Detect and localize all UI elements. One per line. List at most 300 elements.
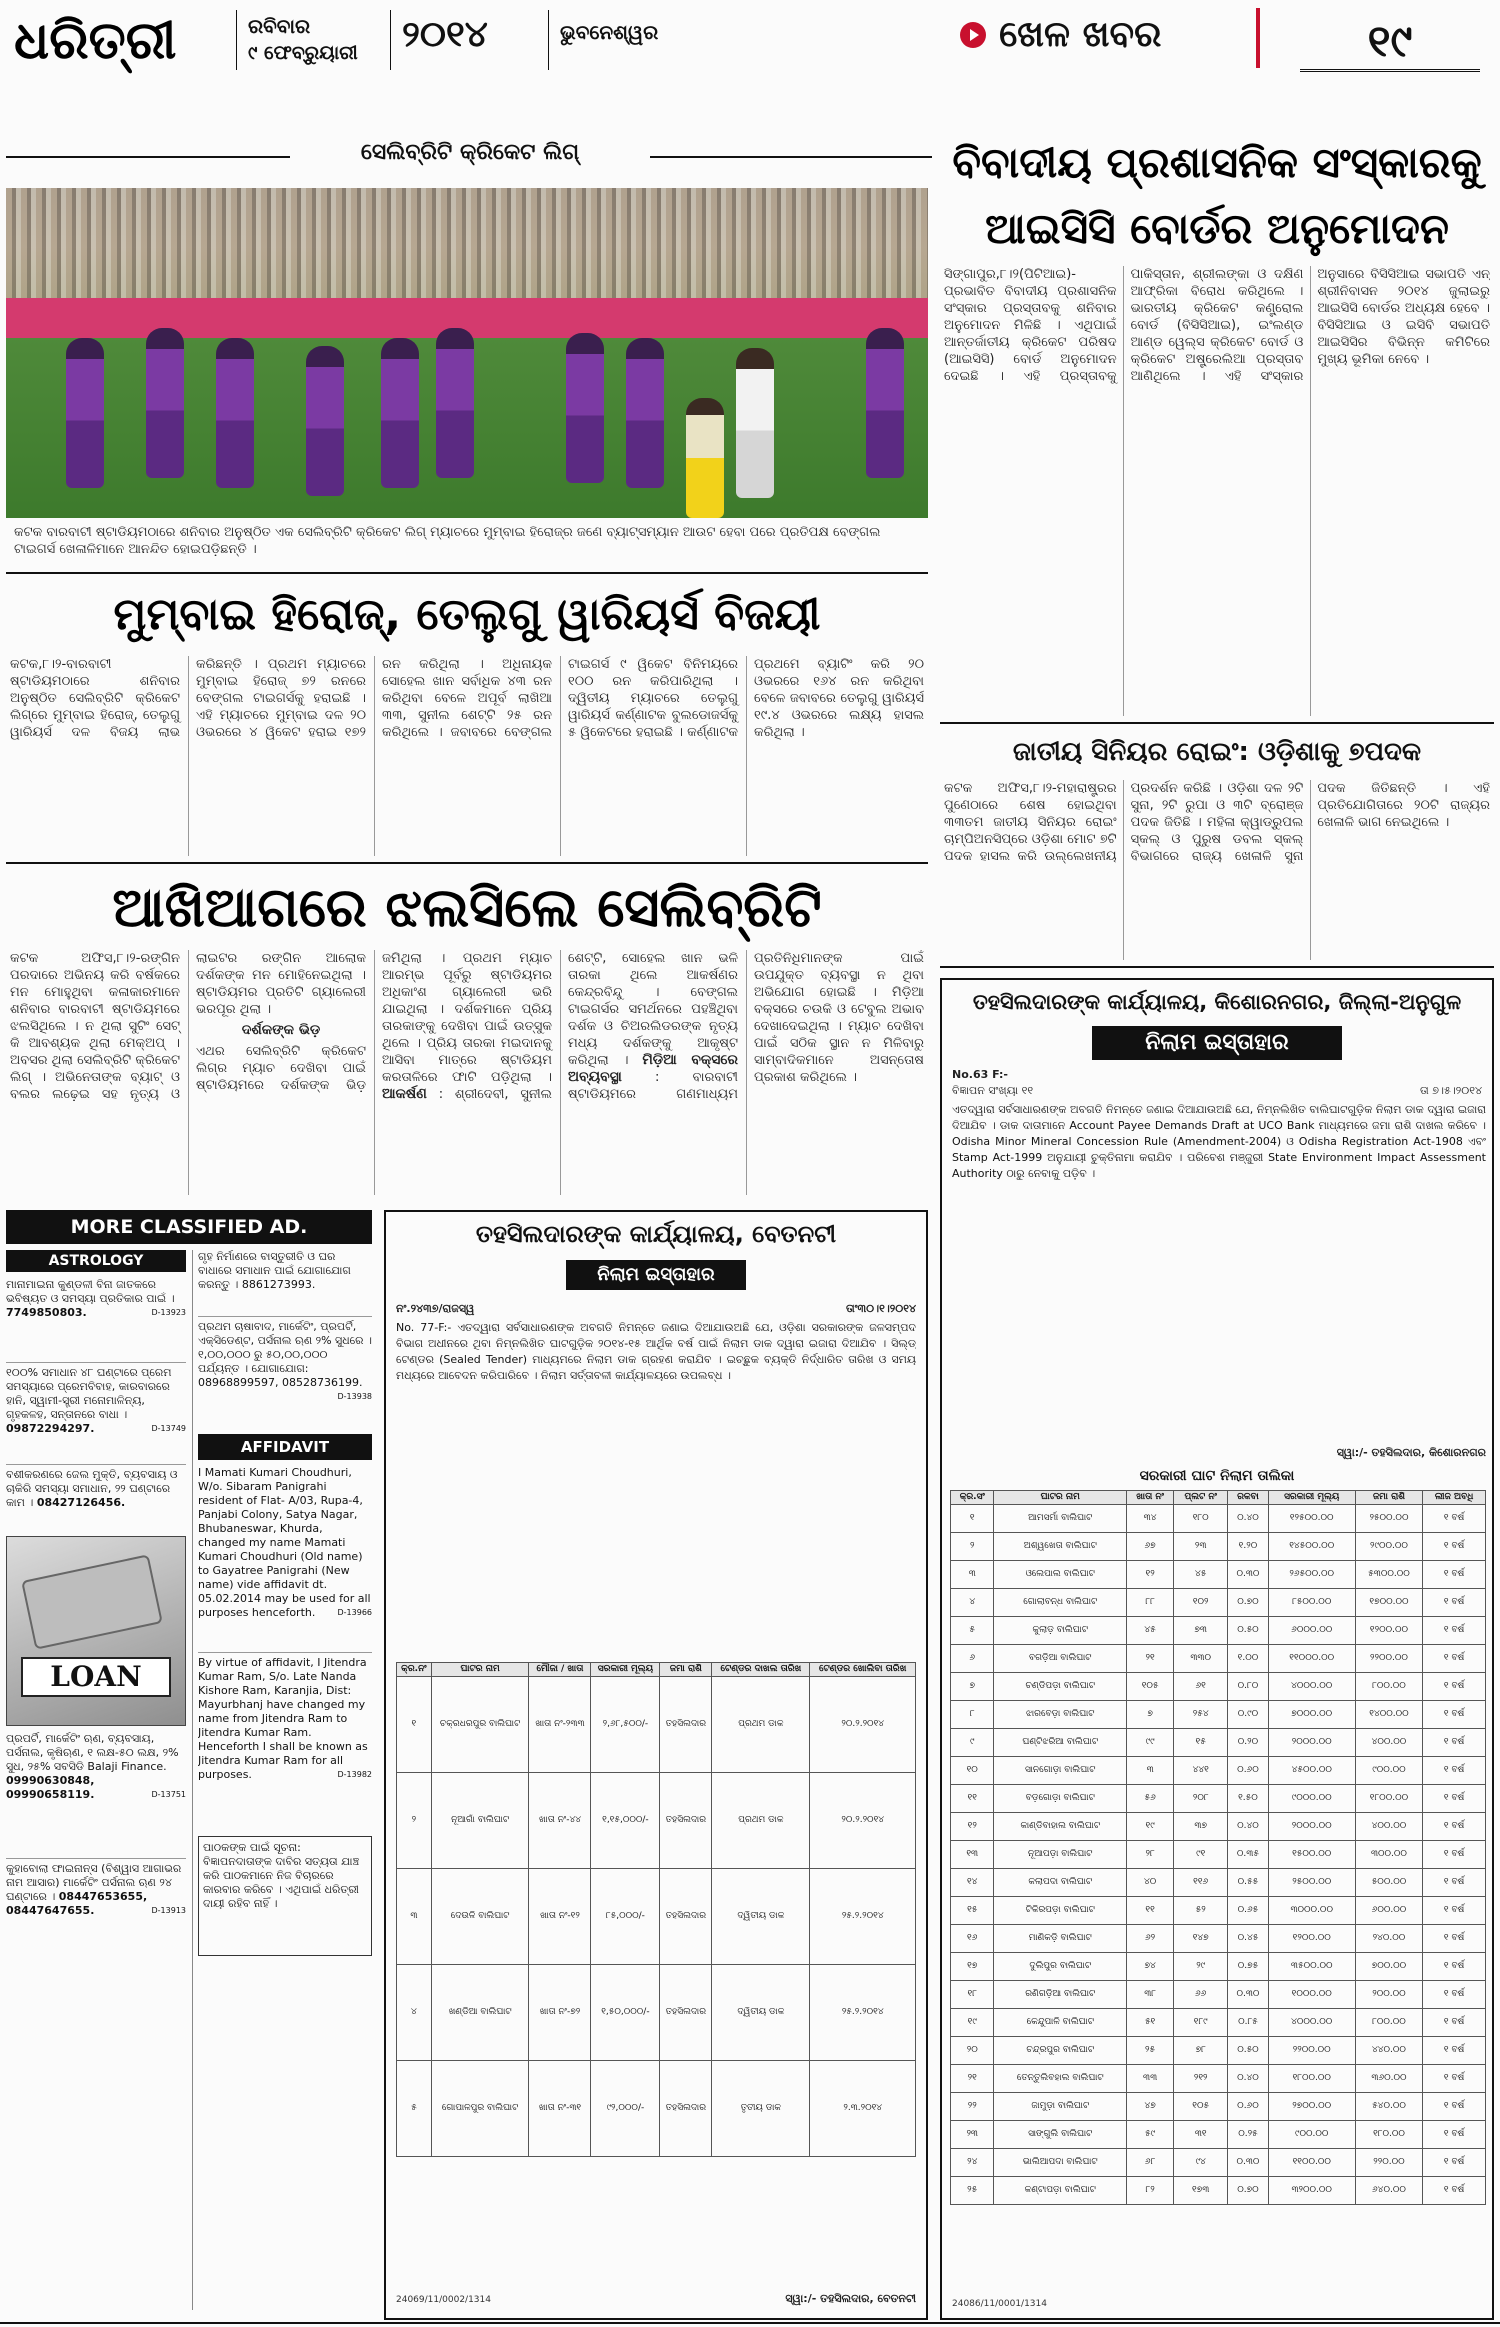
notice-body: No. 77-F:- ଏତଦ୍ୱାରା ସର୍ବସାଧାରଣଙ୍କ ଅବଗତି ନିମନ୍ତେ ଜଣାଇ ଦିଆଯାଉଅଛି ଯେ, ଓଡ଼ିଶା ସରକାରଙ୍କ ଜଳସମ୍ପଦ ବିଭାଗ ଅଧୀନରେ ଥିବା ନିମ୍ନଲିଖିତ ଘାଟଗୁଡ଼ିକ ୨୦୧୪-୧୫ ଆର୍ଥିକ ବର୍ଷ ପାଇଁ ନିଲାମ ଡାକ ଦ୍ୱାରା ଇଜାରା ଦିଆଯିବ । ସିଲ୍‌ଡ୍ ଟେଣ୍ଡର (Sealed Tender) ମାଧ୍ୟମରେ ନିଲାମ ଡାକ ଗ୍ରହଣ କରାଯିବ । ଇଚ୍ଛୁକ ବ୍ୟକ୍ତି ନିର୍ଦ୍ଧାରିତ ତାରିଖ ଓ ସମୟ ମଧ୍ୟରେ ଆବେଦନ କରିପାରିବେ । ନିଲାମ ସର୍ତ୍ତାବଳୀ କାର୍ଯ୍ୟାଳୟରେ ଉପଲବ୍ଧ । — [396, 1321, 916, 1382]
table-cell: ୨୩ — [951, 2121, 994, 2149]
table-cell: ୦.୩୫ — [1228, 1841, 1268, 1869]
table-cell: ୨୫.୨.୨୦୧୪ — [810, 1965, 916, 2061]
masthead — [0, 0, 1500, 90]
table-cell: ୦.୭୦ — [1228, 2177, 1268, 2205]
table-cell: ୧,୫୦,୦୦୦/- — [591, 1965, 660, 2061]
notice2-signature: ସ୍ୱା:/- ତହସିଲଦାର, କିଶୋରନଗର — [1336, 1446, 1486, 1459]
table-cell: ତହସିଲଦାର — [660, 1869, 712, 1965]
table-cell: ୩ — [397, 1869, 432, 1965]
table-cell: ଖଣ୍ଡିଆ ବାଲିଘାଟ — [431, 1965, 529, 2061]
table-cell: ୨,୬୮,୫୦୦/- — [591, 1677, 660, 1773]
table-cell: ୧ — [951, 1505, 994, 1533]
table-cell: ୫୨ — [1174, 1897, 1228, 1925]
table-cell: ୨୦୦୦.୦୦ — [1268, 1813, 1355, 1841]
table-cell: ୬୭ — [1127, 1533, 1174, 1561]
table-cell: ୦.୫୫ — [1228, 1869, 1268, 1897]
table-cell: ୨୩ — [1174, 1533, 1228, 1561]
table-cell: ୨୭୦୦.୦୦ — [1268, 2093, 1355, 2121]
masthead-city: ଭୁବନେଶ୍ୱର — [560, 20, 659, 44]
table-cell: ଓଲେପାଲ ବାଲିଘାଟ — [994, 1561, 1127, 1589]
table-cell: ୫୦୦.୦୦ — [1355, 1869, 1422, 1897]
table-cell: ୩୭ — [1174, 1813, 1228, 1841]
notice-office-title: ତହସିଲଦାରଙ୍କ କାର୍ଯ୍ୟାଳୟ, ବେତନଟୀ — [475, 1220, 837, 1248]
table-header-cell: ରକବା — [1228, 1491, 1268, 1505]
table-row — [951, 1673, 1486, 1701]
table-cell: ୦.୪୦ — [1228, 1505, 1268, 1533]
table-cell: ୫ — [951, 1617, 994, 1645]
table-cell: ଖାତା ନଂ-୪୪ — [529, 1773, 591, 1869]
table-cell: ୧୦୫ — [1174, 2093, 1228, 2121]
table-cell: ୨୫୦୦.୦୦ — [1268, 1869, 1355, 1897]
masthead-day: ରବିବାର — [248, 14, 311, 38]
table-row — [951, 1729, 1486, 1757]
table-cell: ୨୦ — [951, 2037, 994, 2065]
table-cell: ୫୯ — [1127, 2121, 1174, 2149]
table-cell: ୨୦୮ — [1174, 1785, 1228, 1813]
table-cell: ବଗଡ଼ିଆ ବାଲିଘାଟ — [994, 1645, 1127, 1673]
table-cell: ୧୨୦୦.୦୦ — [1355, 1617, 1422, 1645]
table-cell: ୧୨୦୦.୦୦ — [1268, 1925, 1355, 1953]
table-cell: ୫ — [397, 2061, 432, 2157]
table-cell: ୭୦୦୦.୦୦ — [1268, 1701, 1355, 1729]
table-cell: ୧୦ — [951, 1757, 994, 1785]
story2-crowd-text: ଏଥର ସେଲିବ୍ରିଟି କ୍ରିକେଟ ଲିଗ୍‌ର ମ୍ୟାଚ ଦେଖିବା ପାଇଁ ଷ୍ଟାଡିୟମରେ ଦର୍ଶକଙ୍କ ଭିଡ଼ ଜମିଥିଲା । ପ୍ରଥମ ମ୍ୟାଚ ଆରମ୍ଭ ପୂର୍ବରୁ ଷ୍ଟାଡିୟମର ଅଧିକାଂଶ ଗ୍ୟାଲେରୀ ଭରି ଯାଇଥିଲା । ଦର୍ଶକମାନେ ପ୍ରିୟ ତାରକାଙ୍କୁ ଦେଖିବା ପାଇଁ ଉତ୍ସୁକ ଥିଲେ । ପ୍ରିୟ ତାରକା ମଇଦାନକୁ ଆସିବା ମାତ୍ରେ ଷ୍ଟାଡିୟମ କରତାଳିରେ ଫାଟି ପଡ଼ିଥିଲା । — [196, 951, 552, 1093]
affidavit-ad-2-code: D-13982 — [337, 1770, 372, 1779]
table-row — [951, 1505, 1486, 1533]
table-cell: ୧ ବର୍ଷ — [1423, 1897, 1486, 1925]
astro-ad-1-text: ମାନାମାଇନା କୁଣ୍ଡଳୀ ବିନା ଜାତକରେ ଭବିଷ୍ୟତ ଓ ସମସ୍ୟା ପ୍ରତିକାର ପାଇଁ । — [6, 1278, 175, 1305]
astrology-label: ASTROLOGY — [6, 1250, 186, 1272]
astro-ad-1-phone: 7749850803. — [6, 1306, 87, 1319]
table-cell: ୧୭ — [951, 1953, 994, 1981]
table-cell: ୯୨,୦୦୦/- — [591, 2061, 660, 2157]
table-cell: ଖାତା ନଂ-୭୨ — [529, 1965, 591, 2061]
notice2-ref: No.63 F:- — [952, 1068, 1008, 1081]
table-cell: ୨୨୦୦.୦୦ — [1268, 2037, 1355, 2065]
table-cell: ୨୫.୨.୨୦୧୪ — [810, 1869, 916, 1965]
table-cell: ୧.୨୦ — [1228, 1533, 1268, 1561]
table-header-cell: କ୍ର.ସଂ — [951, 1491, 994, 1505]
table-cell: ୧ ବର୍ଷ — [1423, 2009, 1486, 2037]
table-cell: ୯୧ — [1174, 1841, 1228, 1869]
table-cell: ଚନ୍ଦ୍ରପୁର ବାଲିଘାଟ — [994, 2037, 1127, 2065]
table-cell: ୨୫ — [1127, 2037, 1174, 2065]
table-cell: ୧.୦୦ — [1228, 1645, 1268, 1673]
table-cell: ୫୬ — [1127, 1785, 1174, 1813]
table-cell: ସାନଗୋଡ଼ା ବାଲିଘାଟ — [994, 1757, 1127, 1785]
table-cell: ୪୪୦.୦୦ — [1355, 2037, 1422, 2065]
table-cell: ୧୮୯ — [1174, 2009, 1228, 2037]
table-cell: ୦.୫୦ — [1228, 2037, 1268, 2065]
table-cell: ୨୨୦୦.୦୦ — [1355, 1645, 1422, 1673]
table-cell: ୦.୭୫ — [1228, 1953, 1268, 1981]
table-row — [951, 1785, 1486, 1813]
table-cell: ୬ — [951, 1645, 994, 1673]
loan-ad-image — [6, 1536, 186, 1726]
table-cell: ୧୩ — [951, 1841, 994, 1869]
table-cell: ୨୨ — [951, 2093, 994, 2121]
table-cell: ୧୨ — [951, 1813, 994, 1841]
table-row — [951, 2009, 1486, 2037]
table-cell: ୧ ବର୍ଷ — [1423, 1729, 1486, 1757]
table-cell: ୪୭ — [1127, 2093, 1174, 2121]
table-cell: ଦ୍ୱିତୀୟ ଡାକ — [712, 1869, 810, 1965]
table-cell: ୩୫୦୦.୦୦ — [1268, 1953, 1355, 1981]
table-cell: ୧ ବର୍ଷ — [1423, 1813, 1486, 1841]
photo-caption: କଟକ ବାରବାଟୀ ଷ୍ଟାଡିୟମଠାରେ ଶନିବାର ଅନୁଷ୍ଠିତ ଏକ ସେଲିବ୍ରିଟି କ୍ରିକେଟ ଲିଗ୍ ମ୍ୟାଚରେ ମୁମ୍ବାଇ ହିରୋଜ୍‌ର ଜଣେ ବ୍ୟାଟ୍ସମ୍ୟାନ ଆଉଟ ହେବା ପରେ ପ୍ରତିପକ୍ଷ ବେଙ୍ଗଲ ଟାଇଗର୍ସ ଖେଳାଳିମାନେ ଆନନ୍ଦିତ ହୋଇପଡ଼ିଛନ୍ତି । — [14, 525, 881, 557]
table-cell: ୧୮୦.୦୦ — [1355, 2121, 1422, 2149]
table-cell: ୧ ବର୍ଷ — [1423, 1953, 1486, 1981]
table-cell: ୬୮ — [1127, 2149, 1174, 2177]
table-cell: ୮୦୦.୦୦ — [1355, 1673, 1422, 1701]
tender-notice-betanati — [384, 1210, 928, 2320]
table-cell: ୧୧ — [951, 1785, 994, 1813]
table-cell: ୨୮ — [1127, 1841, 1174, 1869]
table-cell: ୧ ବର୍ଷ — [1423, 1645, 1486, 1673]
tender-notice-kishorenagar — [940, 978, 1494, 2320]
table-cell: ୧୪ — [951, 1869, 994, 1897]
table-cell: ୩୧ — [1174, 2121, 1228, 2149]
table-cell: ୨ — [397, 1773, 432, 1869]
table-cell: ୫୪୦.୦୦ — [1355, 2093, 1422, 2121]
masthead-year: ୨୦୧୪ — [402, 14, 488, 55]
table-row — [951, 2149, 1486, 2177]
table-cell: ୧ ବର୍ଷ — [1423, 1785, 1486, 1813]
table-cell: ୮୫,୦୦୦/- — [591, 1869, 660, 1965]
table-cell: ୮୮ — [1127, 1589, 1174, 1617]
loan-ad-2-text: କୁହାବୋଲା ଫାଇନାନ୍ସ (ବିଶ୍ୱାସ ଆଗାଭର ନାମ ଆସାର) ମାର୍କେଟିଂ ପର୍ସନାଲ ଋଣ ୨୪ ଘଣ୍ଟାରେ । — [6, 1862, 182, 1903]
table-header-cell: ଜମା ରାଶି — [660, 1663, 712, 1677]
story2-headline: ଆଖିଆଗରେ ଝଲସିଲେ ସେଲିବ୍ରିଟି — [112, 876, 822, 939]
table-cell: ସାଙ୍ଗୁଲି ବାଲିଘାଟ — [994, 2121, 1127, 2149]
table-cell: ୬୨ — [1127, 1925, 1174, 1953]
table-header-cell: ଲୀଜ ଅବଧି — [1423, 1491, 1486, 1505]
table-cell: ୯୪ — [1174, 2149, 1228, 2177]
table-cell: ୩୩୦ — [1174, 1645, 1228, 1673]
table-header-cell: ଖାତା ନଂ — [1127, 1491, 1174, 1505]
table-cell: ୪ — [397, 1965, 432, 2061]
table-cell: ୯୦୦.୦୦ — [1268, 2121, 1355, 2149]
masthead-date: ୯ ଫେବ୍ରୁୟାରୀ — [248, 42, 358, 64]
table-row — [951, 1757, 1486, 1785]
table-cell: ୨୯ — [1174, 1953, 1228, 1981]
table-cell: ୩୨୦୦.୦୦ — [1268, 2177, 1355, 2205]
affidavit-label: AFFIDAVIT — [198, 1434, 372, 1460]
table-cell: ୪୦୦.୦୦ — [1355, 1813, 1422, 1841]
table-cell: ୧୭୩ — [1174, 2177, 1228, 2205]
table-cell: ୬୬ — [1174, 1981, 1228, 2009]
table-cell: ୨୧ — [1127, 1645, 1174, 1673]
table-cell: ୦.୬୦ — [1228, 1757, 1268, 1785]
table-cell: ୧ ବର୍ଷ — [1423, 2121, 1486, 2149]
table-cell: ୧ ବର୍ଷ — [1423, 2037, 1486, 2065]
story2-media-text: : ବାରବାଟୀ ଷ୍ଟାଡିୟମରେ ଗଣମାଧ୍ୟମ ପ୍ରତିନିଧିମାନଙ୍କ ପାଇଁ ଉପଯୁକ୍ତ ବ୍ୟବସ୍ଥା ନ ଥିବା ଅଭିଯୋଗ ହୋଇଛି । ମିଡ଼ିଆ ବକ୍ସରେ ଚଉକି ଓ ଟେବୁଲ ଅଭାବ ଦେଖାଦେଇଥିଲା । ମ୍ୟାଚ ଦେଖିବା ପାଇଁ ସଠିକ ସ୍ଥାନ ନ ମିଳିବାରୁ ସାମ୍ବାଦିକମାନେ ଅସନ୍ତୋଷ ପ୍ରକାଶ କରିଥିଲେ । — [568, 951, 924, 1102]
table-cell: ୫୧ — [1127, 2009, 1174, 2037]
loan-ad-2 — [6, 1858, 186, 1958]
table-cell: ୨ — [951, 1533, 994, 1561]
table-cell: ୧୨ — [1127, 1561, 1174, 1589]
table-cell: ୦.୪୫ — [1228, 1925, 1268, 1953]
table-cell: ୧୪୭ — [1174, 1925, 1228, 1953]
table-cell: ୧ ବର୍ଷ — [1423, 1617, 1486, 1645]
table-cell: ୭ — [1127, 1701, 1174, 1729]
table-header-cell: କ୍ର.ନଂ — [397, 1663, 432, 1677]
sidebar-headline-2: ଆଇସିସି ବୋର୍ଡର ଅନୁମୋଦନ — [985, 204, 1449, 253]
table-cell: ୧୦୫ — [1127, 1673, 1174, 1701]
table-cell: ୧୧୦୦୦.୦୦ — [1268, 1645, 1355, 1673]
table-cell: ୨୬୫୦୦.୦୦ — [1268, 1561, 1355, 1589]
reader-notice: ପାଠକଙ୍କ ପାଇଁ ସୂଚନା: ବିଜ୍ଞାପନଦାତାଙ୍କ ଦାବିର ସତ୍ୟତା ଯାଞ୍ଚ କରି ପାଠକମାନେ ନିଜ ବିଚାରରେ କାରବାର କରିବେ । ଏଥିପାଇଁ ଧରିତ୍ରୀ ଦାୟୀ ରହିବ ନାହିଁ । — [198, 1836, 372, 1956]
table-cell: ୭୮ — [1174, 2037, 1228, 2065]
table-cell: ୧ ବର୍ଷ — [1423, 1841, 1486, 1869]
photo-strap: ସେଲିବ୍ରିଟି କ୍ରିକେଟ ଲିଗ୍ — [290, 140, 650, 165]
table-cell: ୧୮୦ — [1174, 1505, 1228, 1533]
section-title: ଖେଳ ଖବର — [999, 14, 1162, 55]
table-cell: ୮୦୦.୦୦ — [1355, 2009, 1422, 2037]
table-cell: ଝାରବେଡ଼ା ବାଲିଘାଟ — [994, 1701, 1127, 1729]
notice2-table — [950, 1490, 1486, 2205]
table-cell: ୪୦୦.୦୦ — [1355, 1729, 1422, 1757]
table-header-cell: ଟେଣ୍ଡର ଖୋଲିବା ତାରିଖ — [810, 1663, 916, 1677]
table-header-cell: ଟେଣ୍ଡର ଦାଖଲ ତାରିଖ — [712, 1663, 810, 1677]
rowing-body: କଟକ ଅଫିସ,୮।୨-ମହାରାଷ୍ଟ୍ରର ପୁଣେଠାରେ ଶେଷ ହୋଇଥିବା ୩୩ତମ ଜାତୀୟ ସିନିୟର ରୋଇଂ ଚାମ୍ପିଅନସିପ୍‌ରେ ଓଡ଼ିଶା ମୋଟ ୭ଟି ପଦକ ହାସଲ କରି ଉଲ୍ଲେଖନୀୟ ପ୍ରଦର୍ଶନ କରିଛି । ଓଡ଼ିଶା ଦଳ ୨ଟି ସୁନା, ୨ଟି ରୁପା ଓ ୩ଟି ବ୍ରୋଞ୍ଜ ପଦକ ଜିତିଛି । ମହିଳା କ୍ୱାଡ୍ରୁପଲ ସ୍କଲ୍ ଓ ପୁରୁଷ ଡବଲ ସ୍କଲ୍ ବିଭାଗରେ ରାଜ୍ୟ ଖେଳାଳି ସୁନା ପଦକ ଜିତିଛନ୍ତି । ଏହି ପ୍ରତିଯୋଗିତାରେ ୨୦ଟି ରାଜ୍ୟର ଖେଳାଳି ଭାଗ ନେଇଥିଲେ । — [944, 781, 1490, 864]
table-cell: ତହସିଲଦାର — [660, 1677, 712, 1773]
table-cell: ୧.୫୦ — [1228, 1785, 1268, 1813]
table-cell: ୪୦ — [1127, 1869, 1174, 1897]
table-cell: ୦.୮୫ — [1228, 2009, 1268, 2037]
sidebar-body: ସିଙ୍ଗାପୁର,୮।୨(ପିଟିଆଇ)-ପ୍ରଭାବିତ ବିବାଦୀୟ ପ୍ରଶାସନିକ ସଂସ୍କାର ପ୍ରସ୍ତାବକୁ ଶନିବାର ଅନୁମୋଦନ ମିଳିଛି । ଏଥିପାଇଁ ଆନ୍ତର୍ଜାତୀୟ କ୍ରିକେଟ ପରିଷଦ (ଆଇସିସି) ବୋର୍ଡ ଅନୁମୋଦନ ଦେଇଛି । ଏହି ପ୍ରସ୍ତାବକୁ ପାକିସ୍ତାନ, ଶ୍ରୀଲଙ୍କା ଓ ଦକ୍ଷିଣ ଆଫ୍ରିକା ବିରୋଧ କରିଥିଲେ । ଭାରତୀୟ କ୍ରିକେଟ କଣ୍ଟ୍ରୋଲ ବୋର୍ଡ (ବିସିସିଆଇ), ଇଂଲଣ୍ଡ ଆଣ୍ଡ ୱେଲ୍ସ କ୍ରିକେଟ ବୋର୍ଡ ଓ କ୍ରିକେଟ ଅଷ୍ଟ୍ରେଲିଆ ପ୍ରସ୍ତାବ ଆଣିଥିଲେ । ଏହି ସଂସ୍କାର ଅନୁସାରେ ବିସିସିଆଇ ସଭାପତି ଏନ୍ ଶ୍ରୀନିବାସନ ୨୦୧୪ ଜୁଲାଇରୁ ଆଇସିସି ବୋର୍ଡର ଅଧ୍ୟକ୍ଷ ହେବେ । ବିସିସିଆଇ ଓ ଇସିବି ସଭାପତି ଆଇସିସିର ବିଭିନ୍ନ କମିଟିରେ ମୁଖ୍ୟ ଭୂମିକା ନେବେ । — [944, 267, 1490, 384]
table-cell: ୦.୩୦ — [1228, 1561, 1268, 1589]
table-cell: ୪୫ — [1127, 1617, 1174, 1645]
table-cell: ୮୨ — [1127, 2177, 1174, 2205]
rowing-headline: ଜାତୀୟ ସିନିୟର ରୋଇଂ: ଓଡ଼ିଶାକୁ ୭ପଦକ — [1012, 737, 1422, 767]
table-cell: ୫୩୦୦.୦୦ — [1355, 1561, 1422, 1589]
play-icon — [960, 22, 986, 48]
notice-signature: ସ୍ୱା:/- ତହସିଲଦାର, ବେତନଟୀ — [785, 2292, 916, 2305]
story1-body: କଟକ,୮।୨-ବାରବାଟୀ ଷ୍ଟାଡିୟମଠାରେ ଶନିବାର ଅନୁଷ୍ଠିତ ସେଲିବ୍ରିଟି କ୍ରିକେଟ ଲିଗ୍‌ରେ ମୁମ୍ବାଇ ହିରୋଜ୍, ତେଲୁଗୁ ୱାରିୟର୍ସ ଦଳ ବିଜୟ ଲାଭ କରିଛନ୍ତି । ପ୍ରଥମ ମ୍ୟାଚରେ ମୁମ୍ବାଇ ହିରୋଜ୍ ୭୨ ରନରେ ବେଙ୍ଗଲ ଟାଇଗର୍ସକୁ ହରାଇଛି । ଏହି ମ୍ୟାଚରେ ମୁମ୍ବାଇ ଦଳ ୨୦ ଓଭରରେ ୪ ୱିକେଟ ହରାଇ ୧୭୨ ରନ କରିଥିଲା । ଅଧିନାୟକ ସୋହେଲ ଖାନ ସର୍ବାଧିକ ୪୩ ରନ କରିଥିବା ବେଳେ ଅପୂର୍ବ ଲାଖିଆ ୩୩, ସୁନୀଲ ଶେଟ୍ଟି ୨୫ ରନ କରିଥିଲେ । ଜବାବରେ ବେଙ୍ଗଲ ଟାଇଗର୍ସ ୯ ୱିକେଟ ବିନିମୟରେ ୧୦୦ ରନ କରିପାରିଥିଲା । ଦ୍ୱିତୀୟ ମ୍ୟାଚରେ ତେଲୁଗୁ ୱାରିୟର୍ସ କର୍ଣ୍ଣାଟକ ବୁଲଡୋଜର୍ସକୁ ୫ ୱିକେଟରେ ହରାଇଛି । କର୍ଣ୍ଣାଟକ ପ୍ରଥମେ ବ୍ୟାଟିଂ କରି ୨୦ ଓଭରରେ ୧୬୪ ରନ କରିଥିବା ବେଳେ ଜବାବରେ ତେଲୁଗୁ ୱାରିୟର୍ସ ୧୯.୪ ଓଭରରେ ଲକ୍ଷ୍ୟ ହାସଲ କରିଥିଲା । — [10, 657, 924, 740]
table-cell: ୨.୩.୨୦୧୪ — [810, 2061, 916, 2157]
table-cell: ୭୪ — [1127, 1953, 1174, 1981]
table-header-cell: ମୌଜା / ଖାତା — [529, 1663, 591, 1677]
table-header-cell: ପ୍ଲଟ ନଂ — [1174, 1491, 1228, 1505]
table-cell: ୦.୩୦ — [1228, 2149, 1268, 2177]
table-row — [951, 1645, 1486, 1673]
table-cell: ୦.୮୦ — [1228, 1673, 1268, 1701]
astro-ad-1 — [6, 1278, 186, 1356]
table-row — [397, 1773, 916, 1869]
newspaper-logo: ଧରିତ୍ରୀ — [14, 11, 177, 71]
table-cell: ଖାତା ନଂ-୨୩୩ — [529, 1677, 591, 1773]
astro-ad-2-code: D-13749 — [151, 1424, 186, 1433]
table-cell: ୨୨୦.୦୦ — [1355, 2149, 1422, 2177]
table-cell: ୦.୨୫ — [1228, 2121, 1268, 2149]
notice-table-wrap — [396, 1662, 916, 2262]
table-cell: କଲାପଦା ବାଲିଘାଟ — [994, 1869, 1127, 1897]
table-cell: ଖାତା ନଂ-୩୧ — [529, 2061, 591, 2157]
table-header-cell: ସରକାରୀ ମୂଲ୍ୟ — [1268, 1491, 1355, 1505]
table-cell: ୩୦୦.୦୦ — [1355, 1841, 1422, 1869]
table-cell: ୧ ବର୍ଷ — [1423, 2065, 1486, 2093]
astro-ad-3-text: ବଶୀକରଣରେ ଜେଲ ମୁକ୍ତି, ବ୍ୟବସାୟ ଓ ଚାକିରି ସମସ୍ୟା ସମାଧାନ, ୨୨ ଘଣ୍ଟାରେ କାମ । — [6, 1468, 178, 1509]
astro-ad-3-phone: 08427126456. — [36, 1496, 126, 1509]
table-cell: ୦.୩୦ — [1228, 1981, 1268, 2009]
finance-ad-code: D-13938 — [337, 1392, 372, 1401]
table-cell: ୧୭୦୦.୦୦ — [1355, 1589, 1422, 1617]
story1-headline: ମୁମ୍ବାଇ ହିରୋଜ୍‌, ତେଲୁଗୁ ୱାରିୟର୍ସ ବିଜୟୀ — [113, 589, 821, 640]
table-cell: ୨୦.୨.୨୦୧୪ — [810, 1773, 916, 1869]
table-cell: ୧୬ — [951, 1925, 994, 1953]
table-cell: ଚକ୍ରଧରପୁର ବାଲିଘାଟ — [431, 1677, 529, 1773]
story2-subhead-attraction: ଆକର୍ଷଣ — [382, 1086, 427, 1102]
astro-ad-2 — [6, 1362, 186, 1458]
table-row — [951, 2093, 1486, 2121]
table-cell: ୪୦୦୦.୦୦ — [1268, 2009, 1355, 2037]
table-cell: ୯୯ — [1127, 1729, 1174, 1757]
table-cell: ୦.୫୦ — [1228, 1617, 1268, 1645]
notice-table — [396, 1662, 916, 2157]
table-cell: ୧୦୦୦.୦୦ — [1268, 1981, 1355, 2009]
table-cell: ୪୫ — [1174, 1561, 1228, 1589]
table-cell: କୁଲାଡ଼ ବାଲିଘାଟ — [994, 1617, 1127, 1645]
astro-ad-3 — [6, 1464, 186, 1528]
table-cell: ଚଣ୍ଡିପଡ଼ା ବାଲିଘାଟ — [994, 1673, 1127, 1701]
table-cell: ୧୧୬ — [1174, 1869, 1228, 1897]
table-row — [951, 1813, 1486, 1841]
table-cell: ନୂଆଗାଁ ବାଲିଘାଟ — [431, 1773, 529, 1869]
table-row — [951, 1953, 1486, 1981]
table-cell: ତୃତୀୟ ଡାକ — [712, 2061, 810, 2157]
table-cell: ପ୍ରଥମ ଡାକ — [712, 1677, 810, 1773]
astro-ad-1-code: D-13923 — [151, 1308, 186, 1317]
table-cell: ୧ — [397, 1677, 432, 1773]
table-row — [951, 1701, 1486, 1729]
story2-body-text: କଟକ ଅଫିସ,୮।୨-ରଙ୍ଗିନ ପରଦାରେ ଅଭିନୟ କରି ବର୍ଷକରେ ମନ ମୋହୁଥିବା କଳାକାରମାନେ ଶନିବାର ବାରବାଟୀ ଷ୍ଟାଡିୟମରେ ଝଲସିଥିଲେ । ନ ଥିଲା ସୁଟିଂ ସେଟ୍ କି ଆବଶ୍ୟକ ଥିଲା ମେକ୍ଅପ୍ । ଅବସର ଥିଲା ସେଲିବ୍ରିଟି କ୍ରିକେଟ ଲିଗ୍ । ଅଭିନେତାଙ୍କ ବ୍ୟାଟ୍ ଓ ବଲର ଲଢ଼େଇ ସହ ନୃତ୍ୟ ଓ ଲାଇଟର ରଙ୍ଗିନ ଆଲୋକ ଦର୍ଶକଙ୍କ ମନ ମୋହିନେଇଥିଲା । ଷ୍ଟାଡିୟମର ପ୍ରତିଟି ଗ୍ୟାଲେରୀ ଭରପୂର ଥିଲା । — [10, 951, 366, 1102]
table-cell: ୧ ବର୍ଷ — [1423, 1673, 1486, 1701]
table-row — [951, 2121, 1486, 2149]
table-cell: ୧ ବର୍ଷ — [1423, 1757, 1486, 1785]
table-cell: ୨୦.୨.୨୦୧୪ — [810, 1677, 916, 1773]
table-cell: ୧ ବର୍ଷ — [1423, 2149, 1486, 2177]
table-row — [397, 2061, 916, 2157]
table-cell: ୨୦୦.୦୦ — [1355, 1981, 1422, 2009]
table-cell: ୬୦୦.୦୦ — [1355, 1897, 1422, 1925]
stadium-crowd — [6, 188, 928, 308]
table-cell: ୧୧ — [1127, 1897, 1174, 1925]
table-cell: ୧୫୦୦.୦୦ — [1268, 1841, 1355, 1869]
table-cell: ୩୬୦.୦୦ — [1355, 2065, 1422, 2093]
table-cell: ୧୮ — [951, 1981, 994, 2009]
affidavit-ad-1-code: D-13966 — [337, 1608, 372, 1617]
table-cell: ଜାମୁଡ଼ା ବାଲିଘାଟ — [994, 2093, 1127, 2121]
table-cell: ନୂଆପଡ଼ା ବାଲିଘାଟ — [994, 1841, 1127, 1869]
finance-ad — [198, 1316, 372, 1426]
table-cell: ୧ ବର୍ଷ — [1423, 1505, 1486, 1533]
table-cell: ତହସିଲଦାର — [660, 2061, 712, 2157]
table-cell: ୧ ବର୍ଷ — [1423, 1925, 1486, 1953]
table-cell: ଦେଉଳି ବାଲିଘାଟ — [431, 1869, 529, 1965]
table-cell: ୧୮୦୦.୦୦ — [1268, 2065, 1355, 2093]
table-cell: ୨୦୦୦.୦୦ — [1268, 1729, 1355, 1757]
table-row — [397, 1869, 916, 1965]
loan-ad-1-code: D-13751 — [151, 1790, 186, 1799]
table-cell: ୧,୧୫,୦୦୦/- — [591, 1773, 660, 1869]
table-cell: ୦.୨୦ — [1228, 1729, 1268, 1757]
table-cell: ୧ ବର୍ଷ — [1423, 2177, 1486, 2205]
table-cell: ୨୪୦.୦୦ — [1355, 1925, 1422, 1953]
finance-ad-text: ପ୍ରଥମ ଚାଷାବାଦ, ମାର୍କେଟିଂ, ପ୍ରପର୍ଟି, ଏକ୍ସିଡେଣ୍ଟ, ପର୍ସନାଲ ଋଣ ୨% ସୁଧରେ । ୧,୦୦,୦୦୦ ରୁ ୫୦,୦୦,୦୦୦ ପର୍ଯ୍ୟନ୍ତ । ଯୋଗାଯୋଗ: 08968899597, 08528736199. — [198, 1320, 372, 1389]
table-cell: ୪୦୦୦.୦୦ — [1268, 1673, 1355, 1701]
table-cell: ରଣିଗଡ଼ିଆ ବାଲିଘାଟ — [994, 1981, 1127, 2009]
table-cell: ୧୪୫୦୦.୦୦ — [1268, 1533, 1355, 1561]
table-row — [951, 2037, 1486, 2065]
table-row — [951, 2177, 1486, 2205]
table-cell: ୧୨୫୦୦.୦୦ — [1268, 1505, 1355, 1533]
table-cell: ୯ — [951, 1729, 994, 1757]
table-cell: ୭୩ — [1174, 1617, 1228, 1645]
table-cell: ୩ — [951, 1561, 994, 1589]
story2-attraction-text: : ଶ୍ରୀଦେବୀ, ସୁନୀଲ ଶେଟ୍ଟି, ସୋହେଲ ଖାନ ଭଳି ତାରକା ଥିଲେ ଆକର୍ଷଣର କେନ୍ଦ୍ରବିନ୍ଦୁ । ବେଙ୍ଗଲ ଟାଇଗର୍ସର ସମର୍ଥନରେ ପହଞ୍ଚିଥିବା ଦର୍ଶକ ଓ ଚିଅରଲିଡରଙ୍କ ନୃତ୍ୟ ମଧ୍ୟ ଦର୍ଶକଙ୍କୁ ଆକୃଷ୍ଟ କରିଥିଲା । — [438, 951, 738, 1102]
vastu-ad: ଗୃହ ନିର୍ମାଣରେ ବାସ୍ତୁରୀତି ଓ ଘର ବାଧାରେ ସମାଧାନ ପାଇଁ ଯୋଗାଯୋଗ କରନ୍ତୁ । 8861273993. — [198, 1250, 351, 1291]
story2-subhead-media: ମିଡ଼ିଆ ବକ୍ସରେ ଅବ୍ୟବସ୍ଥା — [568, 1052, 738, 1085]
table-cell: ୦.୪୦ — [1228, 1813, 1268, 1841]
notice2-heading: ନିଲାମ ଇସ୍ତାହାର — [1092, 1026, 1342, 1060]
table-cell: ୩୩ — [1127, 2065, 1174, 2093]
table-cell: ୨୫ — [951, 2177, 994, 2205]
story2-subhead-crowd: ଦର୍ଶକଙ୍କ ଭିଡ଼ — [241, 1022, 321, 1038]
table-cell: ୩୮ — [1127, 1981, 1174, 2009]
classified-column — [6, 1210, 378, 2320]
table-cell: ୧ ବର୍ଷ — [1423, 1533, 1486, 1561]
table-cell: ମାଣିକଡ଼ି ବାଲିଘାଟ — [994, 1925, 1127, 1953]
table-cell: ଅଶ୍ୱଖେତା ବାଲିଘାଟ — [994, 1533, 1127, 1561]
table-cell: ୩ — [1127, 1757, 1174, 1785]
notice-ref: ନଂ.୨୪୩୭/ରାଜସ୍ୱ — [396, 1302, 475, 1315]
table-row — [951, 1841, 1486, 1869]
table-cell: ଦୁଲିପୁର ବାଲିଘାଟ — [994, 1953, 1127, 1981]
loan-label: LOAN — [21, 1657, 171, 1697]
table-header-cell: ଜମା ରାଶି — [1355, 1491, 1422, 1505]
notice-date: ତାଂ୩୦।୧।୨୦୧୪ — [845, 1302, 916, 1315]
table-cell: ୪୪୧ — [1174, 1757, 1228, 1785]
notice2-table-wrap — [950, 1490, 1486, 2290]
table-cell: ୧ ବର୍ଷ — [1423, 1701, 1486, 1729]
loan-ad-1-phone: 09990630848, 09990658119. — [6, 1774, 95, 1801]
classified-header: MORE CLASSIFIED AD. — [6, 1210, 372, 1244]
table-cell: ୧ ବର୍ଷ — [1423, 1589, 1486, 1617]
table-cell: ଦ୍ୱିତୀୟ ଡାକ — [712, 1965, 810, 2061]
story2-body — [10, 950, 924, 1195]
table-cell: ୨୫୦୦.୦୦ — [1355, 1505, 1422, 1533]
money-hand-icon — [21, 1554, 163, 1649]
notice2-office-title: ତହସିଲଦାରଙ୍କ କାର୍ଯ୍ୟାଳୟ, କିଶୋରନଗର, ଜିଲ୍ଲା-ଅନୁଗୁଳ — [972, 990, 1462, 1014]
affidavit-ad-1 — [198, 1466, 372, 1646]
table-header-cell: ଘାଟର ନାମ — [994, 1491, 1127, 1505]
table-cell: ୦.୬୫ — [1228, 1897, 1268, 1925]
table-cell: ୧ ବର୍ଷ — [1423, 1869, 1486, 1897]
table-cell: ୧ ବର୍ଷ — [1423, 2093, 1486, 2121]
table-cell: ୦.୯୦ — [1228, 1701, 1268, 1729]
table-cell: ୨୫୪ — [1174, 1701, 1228, 1729]
table-cell: ୧୫ — [1174, 1729, 1228, 1757]
table-cell: ୪୫୦୦.୦୦ — [1268, 1757, 1355, 1785]
table-cell: କାଣ୍ଡିବାହାଲ ବାଲିଘାଟ — [994, 1813, 1127, 1841]
table-row — [951, 1981, 1486, 2009]
notice2-body: ଏତଦ୍ୱାରା ସର୍ବସାଧାରଣଙ୍କ ଅବଗତି ନିମନ୍ତେ ଜଣାଇ ଦିଆଯାଉଅଛି ଯେ, ନିମ୍ନଲିଖିତ ବାଲିଘାଟଗୁଡ଼ିକ ନିଲାମ ଡାକ ଦ୍ୱାରା ଇଜାରା ଦିଆଯିବ । ଡାକ ଦାତାମାନେ Account Payee Demands Draft at UCO Bank ମାଧ୍ୟମରେ ଜମା ରାଶି ଦାଖଲ କରିବେ । Odisha Minor Mineral Concession Rule (Amendment-2004) ଓ Odisha Registration Act-1908 ଏବଂ Stamp Act-1999 ଅନୁଯାୟୀ ଚୁକ୍ତିନାମା କରାଯିବ । ପରିବେଶ ମଞ୍ଜୁରୀ State Environment Impact Assessment Authority ଠାରୁ ନେବାକୁ ପଡ଼ିବ । — [952, 1103, 1486, 1180]
table-header-cell: ସରକାରୀ ମୂଲ୍ୟ — [591, 1663, 660, 1677]
table-row — [951, 1925, 1486, 1953]
astro-ad-2-text: ୧୦୦% ସମାଧାନ ୪୮ ଘଣ୍ଟାରେ ପ୍ରେମ ସମସ୍ୟାରେ ପ୍ରେମବିବାହ, କାରବାରରେ ହାନି, ସ୍ୱାମୀ-ସ୍ତ୍ରୀ ମନୋମାଳିନ୍ୟ, ଗୃହକଳହ, ସନ୍ତାନରେ ବାଧା । — [6, 1366, 172, 1421]
table-cell: ୦.୬୦ — [1228, 2093, 1268, 2121]
